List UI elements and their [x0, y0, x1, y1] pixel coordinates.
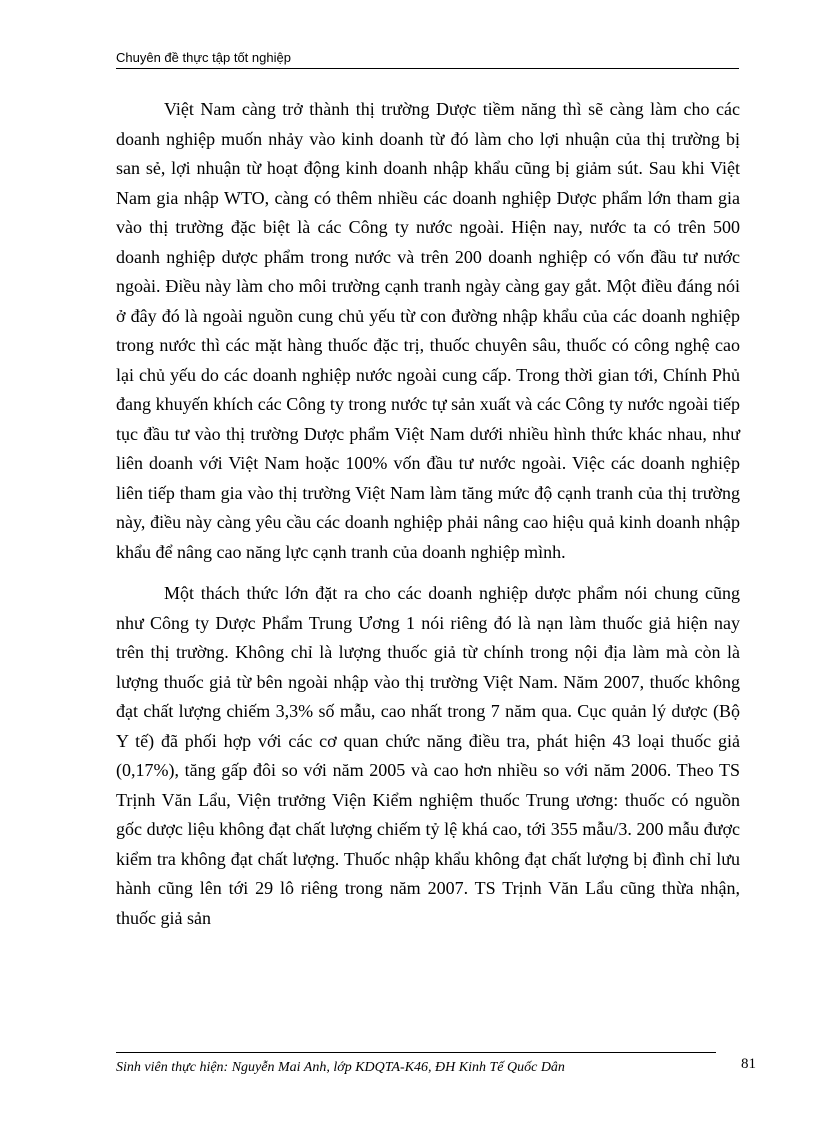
paragraph: Việt Nam càng trở thành thị trường Dược tiềm năng thì sẽ càng làm cho các doanh nghiệp muốn nhảy vào kinh doanh từ đó làm cho lợi nhuận của thị trường bị san sẻ, lợi nhuận từ hoạt động kinh doanh nhập khẩu cũng bị giảm sút. Sau khi Việt Nam gia nhập WTO, càng có thêm nhiều các doanh nghiệp Dược phẩm lớn tham gia vào thị trường đặc biệt là các Công ty nước ngoài. Hiện nay, nước ta có trên 500 doanh nghiệp dược phẩm trong nước và trên 200 doanh nghiệp có vốn đầu tư nước ngoài. Điều này làm cho môi trường cạnh tranh ngày càng gay gắt. Một điều đáng nói ở đây đó là ngoài nguồn cung chủ yếu từ con đường nhập khẩu của các doanh nghiệp trong nước thì các mặt hàng thuốc đặc trị, thuốc chuyên sâu, thuốc có công nghệ cao lại chủ yếu do các doanh nghiệp nước ngoài cung cấp. Trong thời gian tới, Chính Phủ đang khuyến khích các Công ty trong nước tự sản xuất và các Công ty nước ngoài tiếp tục đầu tư vào thị trường Dược phẩm Việt Nam dưới nhiều hình thức khác nhau, như liên doanh với Việt Nam hoặc 100% vốn đầu tư nước ngoài. Việc các doanh nghiệp liên tiếp tham gia vào thị trường Việt Nam làm tăng mức độ cạnh tranh của thị trường này, điều này càng yêu cầu các doanh nghiệp phải nâng cao hiệu quả kinh doanh nhập khẩu để nâng cao năng lực cạnh tranh của doanh nghiệp mình.	[116, 99, 740, 562]
footer-divider	[116, 1052, 716, 1053]
page-header	[116, 48, 739, 69]
paragraph: Một thách thức lớn đặt ra cho các doanh nghiệp dược phẩm nói chung cũng như Công ty Dược Phẩm Trung Ương 1 nói riêng đó là nạn làm thuốc giả hiện nay trên thị trường. Không chỉ là lượng thuốc giả từ chính trong nội địa làm mà còn là lượng thuốc giả từ bên ngoài nhập vào thị trường Việt Nam. Năm 2007, thuốc không đạt chất lượng chiếm 3,3% số mẫu, cao nhất trong 7 năm qua. Cục quản lý dược (Bộ Y tế) đã phối hợp với các cơ quan chức năng điều tra, phát hiện 43 loại thuốc giả (0,17%), tăng gấp đôi so với năm 2005 và cao hơn nhiều so với năm 2006. Theo TS Trịnh Văn Lẩu, Viện trưởng Viện Kiểm nghiệm thuốc Trung ương: thuốc có nguồn gốc dược liệu không đạt chất lượng chiếm tỷ lệ khá cao, tới 355 mẫu/3. 200 mẫu được kiểm tra không đạt chất lượng. Thuốc nhập khẩu không đạt chất lượng bị đình chỉ lưu hành cũng lên tới 29 lô riêng trong năm 2007. TS Trịnh Văn Lẩu cũng thừa nhận, thuốc giả sản	[116, 583, 740, 928]
header-title: Chuyên đề thực tập tốt nghiệp	[116, 50, 291, 65]
page-body	[116, 95, 740, 945]
page-number: 81	[741, 1056, 756, 1072]
page-footer	[116, 1057, 756, 1079]
footer-author-line: Sinh viên thực hiện: Nguyễn Mai Anh, lớp KDQTA-K46, ĐH Kinh Tế Quốc Dân	[116, 1060, 565, 1075]
